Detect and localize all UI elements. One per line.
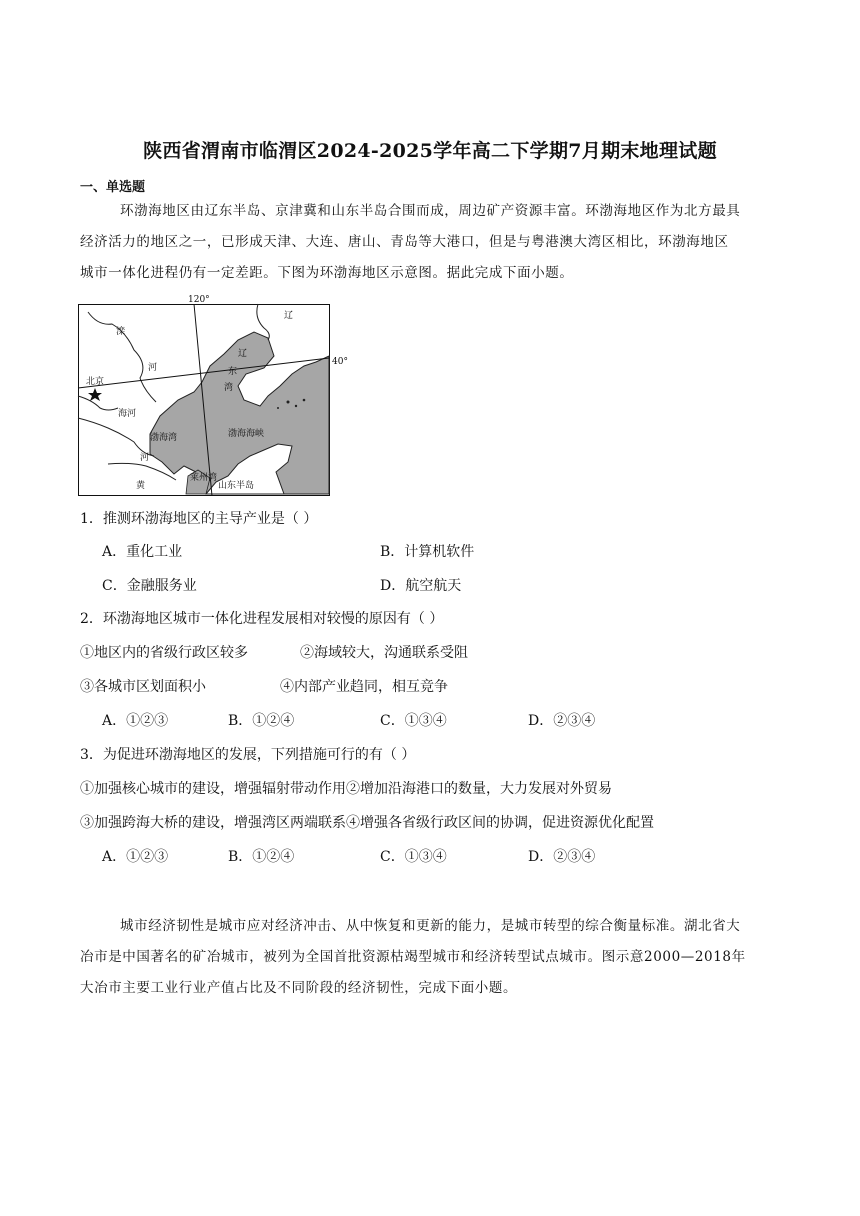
q1-option-a[interactable]: A．重化工业 <box>102 544 183 560</box>
q3-option-d[interactable]: D．②③④ <box>528 849 596 865</box>
q2-statement-4: ④内部产业趋同，相互竞争 <box>280 679 448 695</box>
map-label-liao-top: 辽 <box>284 311 294 321</box>
q2-option-a[interactable]: A．①②③ <box>102 713 169 729</box>
q1-option-d[interactable]: D．航空航天 <box>380 578 462 594</box>
map-lat-label: 40° <box>332 357 348 367</box>
bohai-map <box>78 295 348 496</box>
q2-statement-3: ③各城市区划面积小 <box>80 679 206 695</box>
map-label-bohai-strait: 渤海海峡 <box>228 429 265 439</box>
map-label-liaodong-1: 辽 <box>238 349 248 359</box>
q2-statement-2: ②海域较大，沟通联系受阻 <box>300 645 468 661</box>
q2-option-b[interactable]: B．①②④ <box>228 713 295 729</box>
map-label-liaodong-2: 东 <box>228 367 238 377</box>
q3-option-a[interactable]: A．①②③ <box>102 849 169 865</box>
passage-1-line-3: 城市一体化进程仍有一定差距。下图为环渤海地区示意图。据此完成下面小题。 <box>80 265 574 281</box>
map-label-luan: 滦 <box>116 327 126 337</box>
map-label-shandong: 山东半岛 <box>218 481 255 491</box>
map-label-he2: 河 <box>140 453 150 463</box>
passage-1 <box>80 196 782 289</box>
passage-2 <box>80 911 782 1004</box>
map-label-liaodong-3: 湾 <box>224 383 234 393</box>
q2-option-c[interactable]: C．①③④ <box>380 713 447 729</box>
page-title: 陕西省渭南市临渭区2024-2025学年高二下学期7月期末地理试题 <box>143 140 717 162</box>
passage-2-line-1: 城市经济韧性是城市应对经济冲击、从中恢复和更新的能力，是城市转型的综合衡量标准。湖北省大 <box>120 918 741 934</box>
passage-1-line-2: 经济活力的地区之一，已形成天津、大连、唐山、青岛等大港口，但是与粤港澳大湾区相比，环渤海地区 <box>80 234 729 250</box>
q1-stem: 1．推测环渤海地区的主导产业是（ ） <box>80 511 318 527</box>
map-label-he1: 河 <box>148 363 158 373</box>
q3-stem: 3．为促进环渤海地区的发展，下列措施可行的有（ ） <box>80 747 416 763</box>
passage-2-line-2: 冶市是中国著名的矿冶城市，被列为全国首批资源枯竭型城市和经济转型试点城市。图示意2000—2018年 <box>80 949 746 965</box>
map-label-beijing: 北京 <box>86 377 105 387</box>
map-lon-label: 120° <box>188 295 210 305</box>
map-label-bohaiwan: 渤海湾 <box>150 433 178 443</box>
q1-option-b[interactable]: B．计算机软件 <box>380 544 475 560</box>
passage-2-line-3: 大冶市主要工业行业产值占比及不同阶段的经济韧性，完成下面小题。 <box>80 980 518 996</box>
map-label-haihe: 海河 <box>118 409 137 419</box>
section-heading: 一、单选题 <box>80 180 146 195</box>
q3-statements-line-2: ③加强跨海大桥的建设，增强湾区两端联系④增强各省级行政区间的协调，促进资源优化配置 <box>80 815 654 831</box>
q2-stem: 2．环渤海地区城市一体化进程发展相对较慢的原因有（ ） <box>80 611 444 627</box>
passage-1-line-1: 环渤海地区由辽东半岛、京津冀和山东半岛合围而成，周边矿产资源丰富。环渤海地区作为北方最具 <box>120 203 741 219</box>
q3-statements-line-1: ①加强核心城市的建设，增强辐射带动作用②增加沿海港口的数量，大力发展对外贸易 <box>80 781 612 797</box>
q1-option-c[interactable]: C．金融服务业 <box>102 578 197 594</box>
q2-option-d[interactable]: D．②③④ <box>528 713 596 729</box>
map-label-huang: 黄 <box>136 481 146 491</box>
q3-option-c[interactable]: C．①③④ <box>380 849 447 865</box>
q3-option-b[interactable]: B．①②④ <box>228 849 295 865</box>
q2-statement-1: ①地区内的省级行政区较多 <box>80 645 248 661</box>
map-label-laizhou: 莱州湾 <box>190 473 218 483</box>
